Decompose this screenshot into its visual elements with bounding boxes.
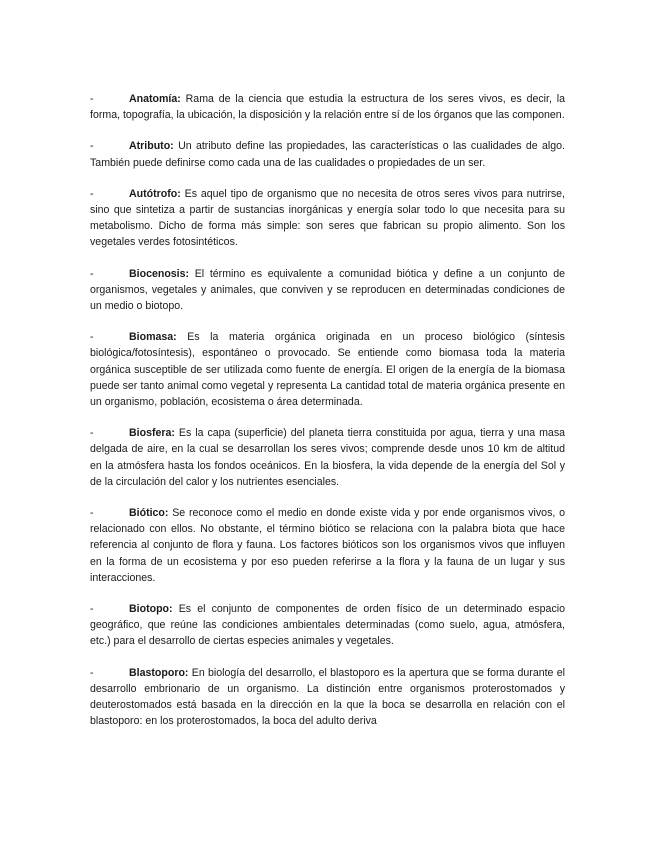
definition-biosfera: Es la capa (superficie) del planeta tierra constituida por agua, tierra y una masa delgada de aire, en la cual se desarrollan los seres vivos; comprende desde unos 10 km de altitud en la atmósfera hasta los fondos oceánicos. En la biosfera, la vida depende de la energía del Sol y de la circulación del calor y los nutrientes esenciales. bbox=[90, 427, 566, 488]
glossary-entry-biocenosis bbox=[90, 266, 565, 315]
definition-biomasa: Es la materia orgánica originada en un proceso biológico (síntesis biológica/fotosíntesis), espontáneo o provocado. Se entiende como biomasa toda la materia orgánica susceptible de ser utilizada como fuente de energía. El origen de la energía de la biomasa puede ser tanto animal como vegetal y representa La cantidad total de materia orgánica presente en un organismo, población, ecosistema o área determinada. bbox=[90, 331, 565, 409]
glossary-entry-autotrofo bbox=[90, 186, 565, 251]
bullet-marker: - bbox=[90, 331, 94, 344]
glossary-entry-anatomia bbox=[90, 91, 565, 123]
term-biosfera: Biosfera: bbox=[129, 427, 175, 440]
term-blastoporo: Blastoporo: bbox=[129, 666, 189, 679]
glossary-entry-biotopo bbox=[90, 601, 565, 650]
glossary-entry-biomasa bbox=[90, 329, 565, 410]
term-biotico: Biótico: bbox=[129, 507, 169, 520]
bullet-marker: - bbox=[90, 93, 94, 105]
definition-biotopo: Es el conjunto de componentes de orden físico de un determinado espacio geográfico, que reúne las condiciones ambientales determinadas (como suelo, agua, atmósfera, etc.) para el desarrollo de ciertas especies animales y vegetales. bbox=[90, 603, 565, 648]
term-atributo: Atributo: bbox=[129, 140, 174, 153]
definition-biocenosis: El término es equivalente a comunidad biótica y define a un conjunto de organismos, vegetales y animales, que conviven y se reproducen en determinadas condiciones de un medio o biotopo. bbox=[90, 267, 565, 313]
bullet-marker: - bbox=[90, 140, 94, 153]
bullet-marker: - bbox=[90, 603, 94, 616]
glossary-entry-blastoporo bbox=[90, 665, 565, 730]
glossary-entry-atributo bbox=[90, 138, 565, 170]
definition-blastoporo: En biología del desarrollo, el blastoporo es la apertura que se forma durante el desarrollo embrionario de un organismo. La distinción entre organismos proterostomados y deuterostomados está basada en la dirección en la que la boca se desarrolla en relación con el blastoporo: en los proterostomados, la boca del adulto deriva bbox=[90, 666, 565, 728]
definition-autotrofo: Es aquel tipo de organismo que no necesita de otros seres vivos para nutrirse, sino que sintetiza a partir de sustancias inorgánicas y energía solar todo lo que necesita para su metabolismo. Dicho de forma más simple: son seres que fabrican su propio alimento. Son los vegetales verdes fotosintéticos. bbox=[90, 187, 565, 249]
bullet-marker: - bbox=[90, 267, 94, 280]
bullet-marker: - bbox=[90, 187, 94, 200]
term-biomasa: Biomasa: bbox=[129, 331, 177, 344]
definition-anatomia: Rama de la ciencia que estudia la estructura de los seres vivos, es decir, la forma, topografía, la ubicación, la disposición y la relación entre sí de los órganos que las componen. bbox=[90, 93, 566, 122]
term-biotopo: Biotopo: bbox=[129, 603, 173, 616]
bullet-marker: - bbox=[90, 507, 94, 520]
bullet-marker: - bbox=[90, 666, 94, 679]
definition-atributo: Un atributo define las propiedades, las características o las cualidades de algo. También puede definirse como cada una de las cualidades o propiedades de un ser. bbox=[90, 140, 565, 169]
document-page bbox=[90, 91, 565, 745]
glossary-entry-biotico bbox=[90, 505, 565, 586]
glossary-entry-biosfera bbox=[90, 425, 565, 490]
term-biocenosis: Biocenosis: bbox=[129, 267, 190, 280]
bullet-marker: - bbox=[90, 427, 94, 440]
term-autotrofo: Autótrofo: bbox=[129, 187, 181, 200]
definition-biotico: Se reconoce como el medio en donde existe vida y por ende organismos vivos, o relacionado con ellos. No obstante, el término biótico se relaciona con la palabra biota que hace referencia al conjunto de flora y fauna. Los factores bióticos son los organismos vivos que influyen en la forma de un ecosistema y por eso pueden referirse a la flora y la fauna de un lugar y sus interacciones. bbox=[90, 507, 565, 584]
term-anatomia: Anatomía: bbox=[129, 93, 181, 105]
